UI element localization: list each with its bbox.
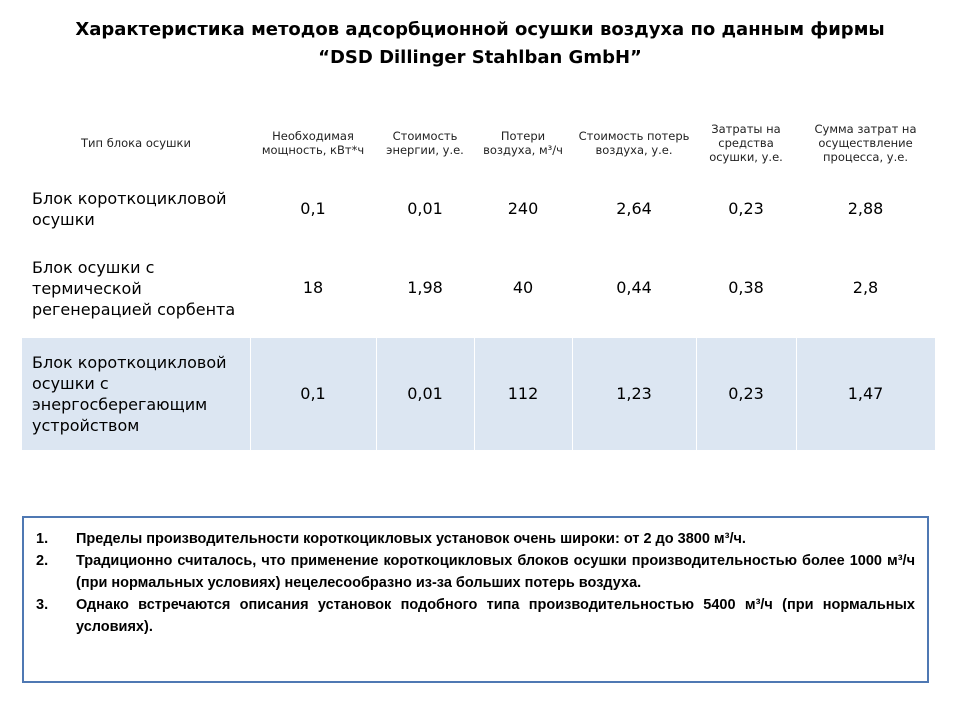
column-divider [572,338,573,450]
table-cell: 18 [302,278,324,297]
note-number: 1. [36,531,49,547]
column-divider [376,338,377,450]
header-cell: Стоимость энергии, у.е. [386,129,464,157]
table-header-row [22,106,935,180]
title-line-2: “DSD Dillinger Stahlban GmbH” [318,47,642,68]
header-cell: Потери воздуха, м³/ч [483,129,563,157]
table-cell: 0,1 [300,384,326,403]
table-cell: 0,01 [407,199,443,218]
note-text: Традиционно считалось, что применение короткоцикловых блоков осушки производительностью более 1000 м³/ч (при нормальных условиях) нецелесообразно из-за больших потерь воздуха. [76,553,915,591]
column-divider [696,338,697,450]
note-number: 2. [36,553,49,569]
table-cell: 1,23 [616,384,652,403]
column-divider [474,338,475,450]
title-line-1: Характеристика методов адсорбционной осушки воздуха по данным фирмы [75,19,885,40]
note-text: Однако встречаются описания установок подобного типа производительностью 5400 м³/ч (при нормальных условиях). [76,597,915,635]
page-title [40,16,920,72]
table-cell: 2,64 [616,199,652,218]
table-cell: 0,23 [728,384,764,403]
row-type-cell: Блок осушки с термической регенерацией сорбента [32,257,236,319]
column-divider [250,338,251,450]
row-type-cell: Блок короткоцикловой осушки с энергосберегающим устройством [22,338,250,450]
note-text: Пределы производительности короткоцикловых установок очень широки: от 2 до 3800 м³/ч. [76,531,746,547]
table-cell: 0,1 [300,199,326,218]
notes-box [22,516,929,683]
header-cell: Стоимость потерь воздуха, у.е. [578,129,690,157]
table-cell: 112 [507,384,539,403]
header-cell: Сумма затрат на осуществление процесса, у.е. [814,122,917,164]
note-item [36,528,915,550]
table-cell: 0,23 [728,199,764,218]
column-divider [796,338,797,450]
note-item [36,594,915,638]
note-item [36,550,915,594]
note-number: 3. [36,597,49,613]
header-cell: Необходимая мощность, кВт*ч [261,129,365,157]
table-cell: 0,38 [728,278,764,297]
comparison-table [22,106,935,450]
table-cell: 40 [512,278,534,297]
table-row [22,238,935,338]
table-cell: 240 [507,199,539,218]
header-cell: Тип блока осушки [81,136,191,150]
table-cell: 0,01 [407,384,443,403]
row-type-cell: Блок короткоцикловой осушки [32,189,227,229]
table-cell: 1,47 [847,384,884,403]
table-cell: 0,44 [616,278,652,297]
table-row [22,180,935,238]
table-cell: 2,88 [847,199,884,218]
table-row-highlighted [22,338,935,450]
header-cell: Затраты на средства осушки, у.е. [709,122,783,164]
table-cell: 1,98 [407,278,443,297]
table-cell: 2,8 [852,278,879,297]
